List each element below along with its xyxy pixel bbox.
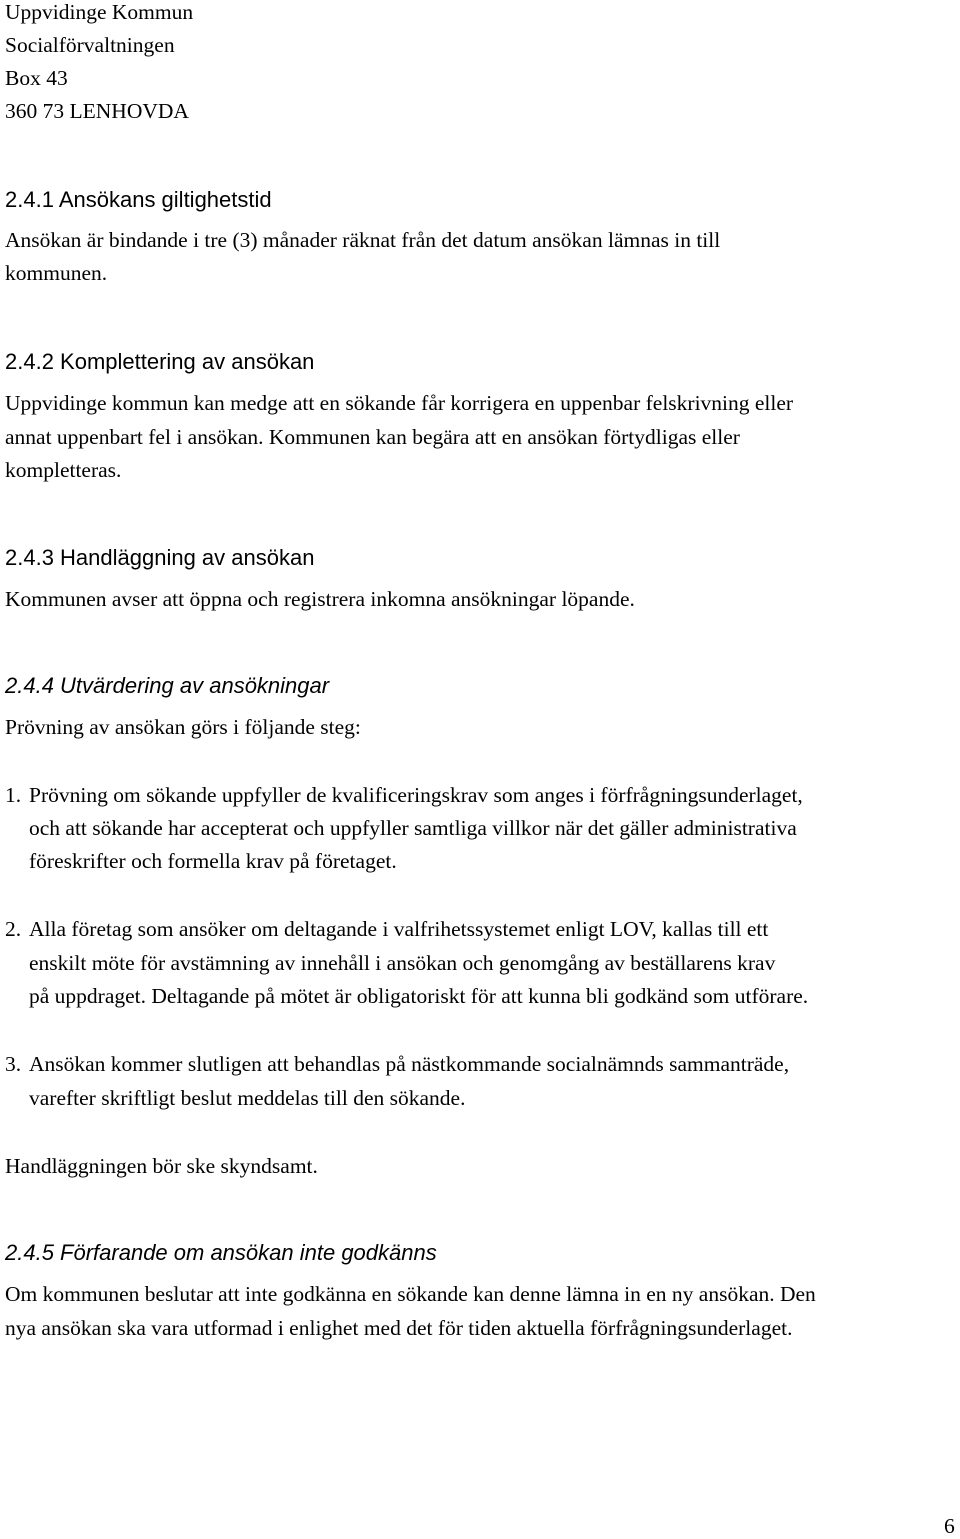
paragraph-line: annat uppenbart fel i ansökan. Kommunen kan begära att en ansökan förtydligas eller — [5, 425, 740, 449]
paragraph-line: kompletteras. — [5, 458, 122, 482]
paragraph-line: Om kommunen beslutar att inte godkänna en sökande kan denne lämna in en ny ansökan. Den — [5, 1282, 816, 1306]
list-item-line: på uppdraget. Deltagande på mötet är obligatoriskt för att kunna bli godkänd som utförare. — [29, 984, 809, 1008]
list-item-line: föreskrifter och formella krav på företaget. — [29, 849, 397, 873]
address-line-4: 360 73 LENHOVDA — [5, 99, 189, 123]
list-number: 2. — [5, 917, 22, 941]
address-line-2: Socialförvaltningen — [5, 33, 175, 57]
list-item-line: Alla företag som ansöker om deltagande i valfrihetssystemet enligt LOV, kallas till ett — [29, 917, 769, 941]
section-heading: 2.4.2 Komplettering av ansökan — [5, 349, 315, 374]
paragraph-line: Prövning av ansökan görs i följande steg: — [5, 715, 361, 739]
list-item-line: enskilt möte för avstämning av innehåll i ansökan och genomgång av beställarens krav — [29, 951, 776, 975]
list-item-line: och att sökande har accepterat och uppfyller samtliga villkor när det gäller administrativa — [29, 816, 797, 840]
paragraph-line: Uppvidinge kommun kan medge att en sökande får korrigera en uppenbar felskrivning eller — [5, 391, 794, 415]
list-item-line: Ansökan kommer slutligen att behandlas på nästkommande socialnämnds sammanträde, — [29, 1052, 790, 1076]
address-line-3: Box 43 — [5, 66, 68, 90]
section-heading: 2.4.1 Ansökans giltighetstid — [5, 187, 272, 212]
section-heading: 2.4.3 Handläggning av ansökan — [5, 545, 315, 570]
list-item-line: varefter skriftligt beslut meddelas till den sökande. — [29, 1086, 466, 1110]
paragraph-line: nya ansökan ska vara utformad i enlighet med det för tiden aktuella förfrågningsunderlaget. — [5, 1316, 793, 1340]
section-heading: 2.4.4 Utvärdering av ansökningar — [5, 673, 330, 698]
list-number: 1. — [5, 783, 22, 807]
paragraph-line: Kommunen avser att öppna och registrera inkomna ansökningar löpande. — [5, 587, 635, 611]
list-item-line: Prövning om sökande uppfyller de kvalificeringskrav som anges i förfrågningsunderlaget, — [29, 783, 803, 807]
address-line-1: Uppvidinge Kommun — [5, 0, 194, 24]
page-number: 6 — [944, 1514, 955, 1538]
section-heading: 2.4.5 Förfarande om ansökan inte godkänns — [5, 1240, 437, 1265]
list-number: 3. — [5, 1052, 22, 1076]
paragraph-line: Handläggningen bör ske skyndsamt. — [5, 1154, 318, 1178]
paragraph-line: Ansökan är bindande i tre (3) månader räknat från det datum ansökan lämnas in till — [5, 228, 721, 252]
paragraph-line: kommunen. — [5, 261, 108, 285]
